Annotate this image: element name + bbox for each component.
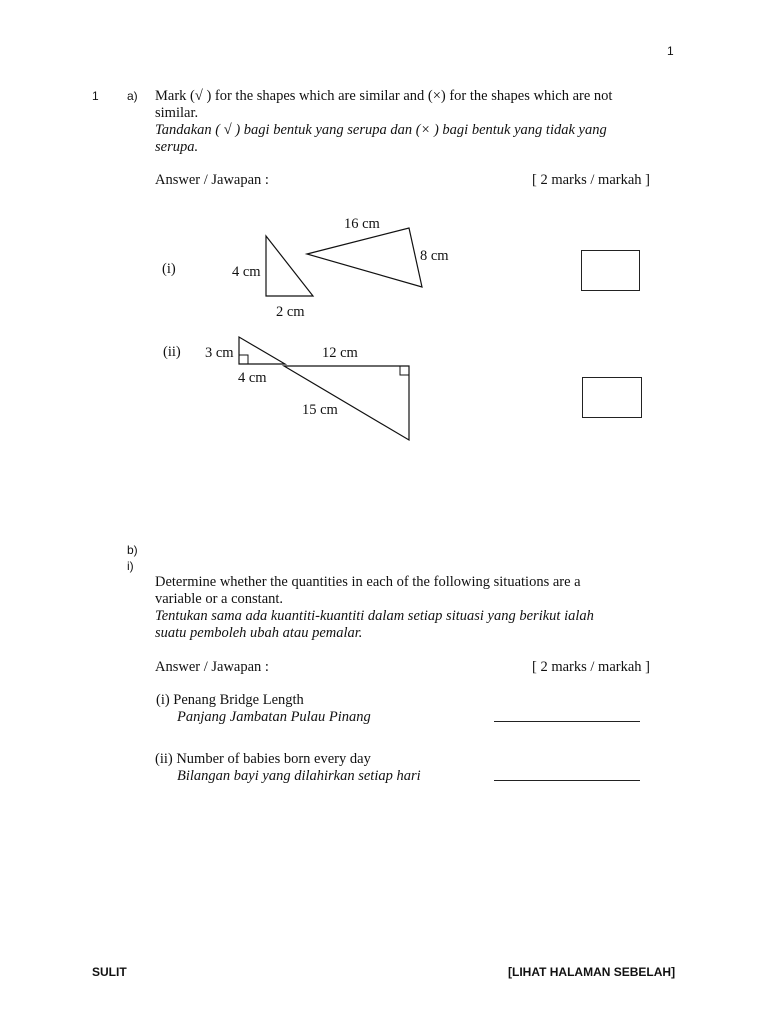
part-a-instruction-en-line1: Mark (√ ) for the shapes which are similar and (×) for the shapes which are not: [155, 88, 613, 104]
part-a-marks: [ 2 marks / markah ]: [532, 172, 650, 188]
page-number: 1: [667, 44, 674, 58]
question-number: 1: [92, 89, 99, 103]
part-a-answer-label: Answer / Jawapan :: [155, 172, 269, 188]
figure-i-small-triangle: [266, 236, 313, 296]
figure-i-label: (i): [162, 261, 176, 277]
part-b-sub-label: i): [127, 559, 134, 573]
part-b-item-2-ms: Bilangan bayi yang dilahirkan setiap hari: [177, 768, 421, 784]
figure-ii-label-4cm: 4 cm: [238, 370, 267, 386]
figure-i-large-triangle: [307, 228, 422, 287]
figure-ii-label-12cm: 12 cm: [322, 345, 358, 361]
part-a-instruction-ms-line2: serupa.: [155, 139, 199, 155]
part-b-item-1-ms: Panjang Jambatan Pulau Pinang: [177, 709, 371, 725]
figure-ii-small-triangle: [239, 337, 285, 364]
part-b-marks: [ 2 marks / markah ]: [532, 659, 650, 675]
part-b-item-2-answer-line[interactable]: [494, 780, 640, 781]
answer-box-i[interactable]: [581, 250, 640, 291]
part-b-instruction-ms-line1: Tentukan sama ada kuantiti-kuantiti dalam setiap situasi yang berikut ialah: [155, 608, 594, 624]
figure-ii-small-right-angle: [239, 355, 248, 364]
figure-i-label-16cm: 16 cm: [344, 216, 380, 232]
figure-i-label-2cm: 2 cm: [276, 304, 305, 320]
figure-ii-label: (ii): [163, 344, 181, 360]
footer-left: SULIT: [92, 965, 127, 979]
part-b-instruction-ms-line2: suatu pemboleh ubah atau pemalar.: [155, 625, 363, 641]
part-b-answer-label: Answer / Jawapan :: [155, 659, 269, 675]
figure-i-label-8cm: 8 cm: [420, 248, 449, 264]
part-b-label: b): [127, 543, 138, 557]
part-a-label: a): [127, 89, 138, 103]
answer-box-ii[interactable]: [582, 377, 642, 418]
figure-i-label-4cm: 4 cm: [232, 264, 261, 280]
footer-right: [LIHAT HALAMAN SEBELAH]: [508, 965, 676, 979]
figure-ii-label-15cm: 15 cm: [302, 402, 338, 418]
part-a-instruction-ms-line1: Tandakan ( √ ) bagi bentuk yang serupa dan (× ) bagi bentuk yang tidak yang: [155, 122, 607, 138]
part-b-item-1-en: (i) Penang Bridge Length: [156, 692, 304, 708]
part-b-instruction-en-line2: variable or a constant.: [155, 591, 284, 607]
part-b-item-1-answer-line[interactable]: [494, 721, 640, 722]
part-b-item-2-en: (ii) Number of babies born every day: [155, 751, 371, 767]
part-a-instruction-en-line2: similar.: [155, 105, 199, 121]
part-b-instruction-en-line1: Determine whether the quantities in each of the following situations are a: [155, 574, 581, 590]
figure-ii-label-3cm: 3 cm: [205, 345, 234, 361]
figure-ii-large-right-angle: [400, 366, 409, 375]
